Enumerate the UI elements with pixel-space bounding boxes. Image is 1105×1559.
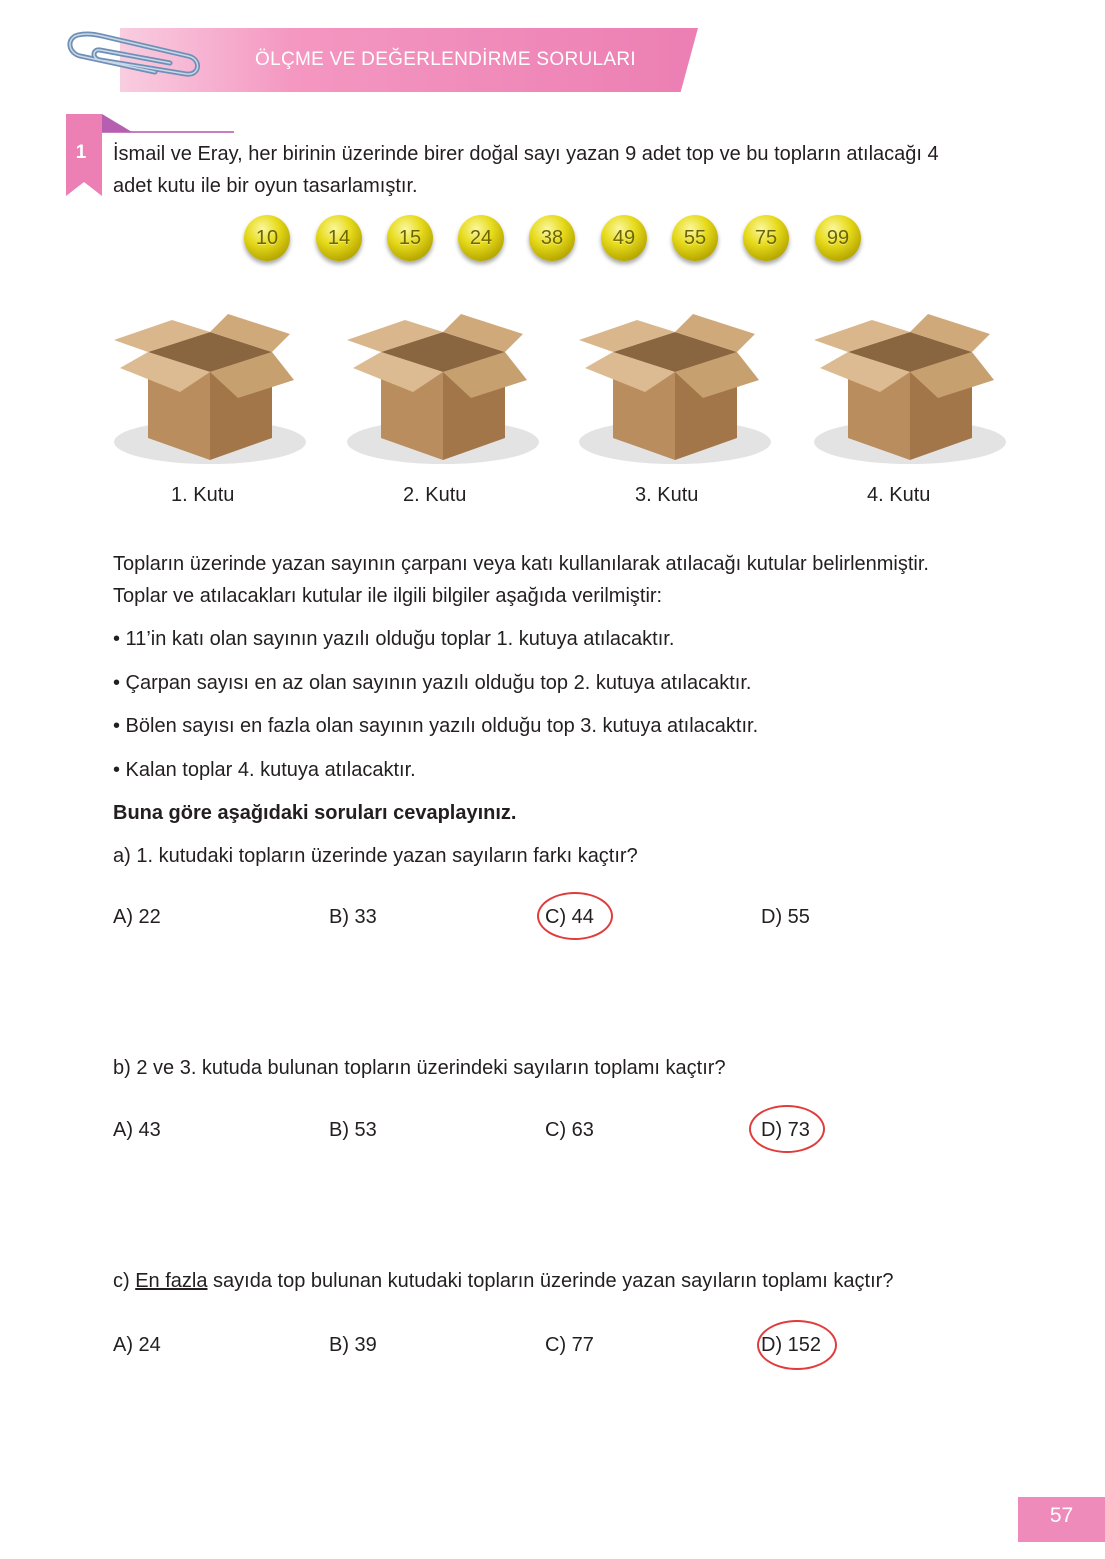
info-line-2: Toplar ve atılacakları kutular ile ilgili bilgiler aşağıda verilmiştir: [113,585,663,607]
option-a-b[interactable]: B) 33 [329,906,377,928]
box-label: 1. Kutu [171,484,235,506]
cardboard-box-icon [343,310,543,470]
question-intro-line-1: İsmail ve Eray, her birinin üzerinde birer doğal sayı yazan 9 adet top ve bu topların atılacağı 4 [113,143,939,165]
part-a-question: a) 1. kutudaki topların üzerinde yazan sayıların farkı kaçtır? [113,845,638,867]
ball: 99 [815,215,861,261]
option-b-d[interactable]: D) 73 [761,1119,810,1141]
info-line-1: Topların üzerinde yazan sayının çarpanı veya katı kullanılarak atılacağı kutular belirlenmiştir. [113,553,929,575]
box-label: 2. Kutu [403,484,467,506]
part-b-question: b) 2 ve 3. kutuda bulunan topların üzerindeki sayıların toplamı kaçtır? [113,1057,726,1079]
ball: 75 [743,215,789,261]
option-b-b[interactable]: B) 53 [329,1119,377,1141]
box-label: 3. Kutu [635,484,699,506]
option-b-a[interactable]: A) 43 [113,1119,161,1141]
ball: 14 [316,215,362,261]
ball: 55 [672,215,718,261]
option-a-d[interactable]: D) 55 [761,906,810,928]
cardboard-box-icon [575,310,775,470]
question-number: 1 [75,142,87,163]
option-c-c[interactable]: C) 77 [545,1334,594,1356]
rule-item: • Çarpan sayısı en az olan sayının yazılı olduğu top 2. kutuya atılacaktır. [113,672,752,694]
ball: 38 [529,215,575,261]
option-c-a[interactable]: A) 24 [113,1334,161,1356]
ball: 24 [458,215,504,261]
option-c-d[interactable]: D) 152 [761,1334,822,1356]
answer-circle [749,1105,825,1153]
answer-circle [537,892,613,940]
instruction: Buna göre aşağıdaki soruları cevaplayınız. [113,802,517,824]
rule-item: • Kalan toplar 4. kutuya atılacaktır. [113,759,416,781]
part-c-suffix: sayıda top bulunan kutudaki topların üzerinde yazan sayıların toplamı kaçtır? [207,1270,894,1292]
paperclip-icon [60,16,210,96]
option-a-c[interactable]: C) 44 [545,906,594,928]
cardboard-box-icon [810,310,1010,470]
rule-item: • 11’in katı olan sayının yazılı olduğu toplar 1. kutuya atılacaktır. [113,628,675,650]
part-c-prefix: c) [113,1270,136,1292]
part-c-underlined: En fazla [135,1270,208,1292]
box-label: 4. Kutu [867,484,931,506]
ball: 49 [601,215,647,261]
option-c-b[interactable]: B) 39 [329,1334,377,1356]
ball: 10 [244,215,290,261]
page-number: 57 [1049,1504,1074,1527]
cardboard-box-icon [110,310,310,470]
option-a-a[interactable]: A) 22 [113,906,161,928]
question-intro-line-2: adet kutu ile bir oyun tasarlamıştır. [113,175,418,197]
part-c-question [113,1269,893,1293]
tab-fold-icon [102,114,132,132]
rule-item: • Bölen sayısı en fazla olan sayının yazılı olduğu top 3. kutuya atılacaktır. [113,715,759,737]
section-title: ÖLÇME VE DEĞERLENDİRME SORULARI [255,49,636,70]
answer-circle [757,1320,837,1370]
ball: 15 [387,215,433,261]
option-b-c[interactable]: C) 63 [545,1119,594,1141]
